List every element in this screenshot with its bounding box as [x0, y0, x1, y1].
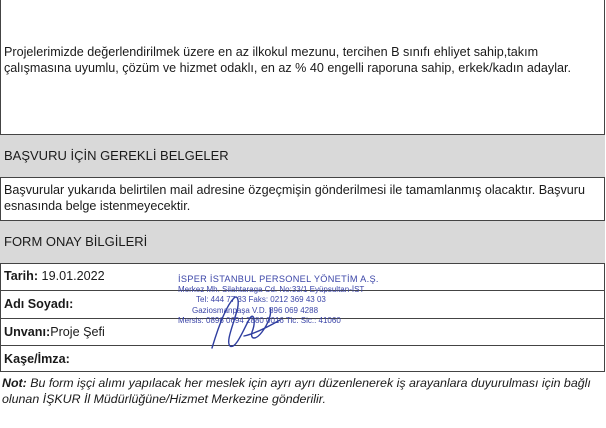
title-value: Proje Şefi — [50, 325, 105, 339]
divider — [0, 345, 605, 346]
divider — [0, 177, 605, 178]
note-label: Not: — [2, 376, 27, 390]
date-label: Tarih: — [4, 269, 39, 283]
title-label: Unvanı: — [4, 325, 51, 339]
stamp-company: İSPER İSTANBUL PERSONEL YÖNETİM A.Ş. — [178, 274, 379, 284]
requirements-text: Projelerimizde değerlendirilmek üzere en az ilkokul mezunu, tercihen B sınıfı ehliyet sahip,takım çalışmasına uyumlu, çözüm ve hizmet odaklı, en az % 40 engelli raporuna sahip, erkek/kadın adaylar. — [4, 45, 572, 75]
footer-note — [0, 375, 602, 407]
documents-header: BAŞVURU İÇİN GEREKLİ BELGELER — [0, 135, 605, 177]
stamp-tax: Gaziosmanpaşa V.D. 896 069 4288 — [192, 305, 319, 315]
documents-text: Başvurular yukarıda belirtilen mail adresine özgeçmişin gönderilmesi ile tamamlanmış olacaktır. Başvuru esnasında belge istenmeyecektir. — [4, 183, 585, 213]
name-label: Adı Soyadı: — [4, 297, 74, 311]
date-value: 19.01.2022 — [38, 269, 105, 283]
stamp-tel: Tel: 444 77 33 Faks: 0212 369 43 03 — [196, 295, 326, 304]
note-text: Bu form işçi alımı yapılacak her meslek için ayrı ayrı düzenlenerek iş arayanlara duyurulması için bağlı olunan İŞKUR İl Müdürlüğüne/Hizmet Merkezine gönderilir. — [2, 376, 591, 406]
approval-header: FORM ONAY BİLGİLERİ — [0, 221, 605, 263]
signature-icon — [200, 288, 290, 358]
divider — [0, 371, 605, 372]
stamp-address: Merkez Mh. Silahtaraga Cd. No:33/1 Eyüpsultan-İST — [178, 284, 365, 294]
divider — [0, 263, 605, 264]
stamp-label: Kaşe/İmza: — [4, 352, 70, 366]
stamp-mersis: Mersis: 0896 0694 2880 0016 Tic. Sic.: 41060 — [178, 316, 341, 325]
